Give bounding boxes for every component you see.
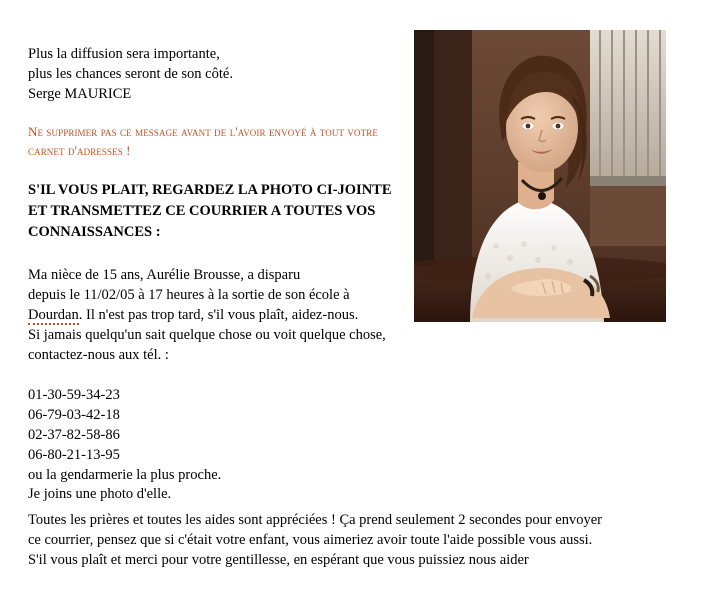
closing-block [28, 484, 668, 570]
warning-notice: Ne supprimer pas ce message avant de l'avoir envoyé à tout votre carnet d'adresses ! [28, 124, 378, 158]
city-name: Dourdan [28, 307, 79, 323]
appeal-line-2: depuis le 11/02/05 à 17 heures à la sortie de son école à [28, 287, 350, 303]
closing-line-1: Je joins une photo d'elle. [28, 486, 172, 502]
intro-line-1: Plus la diffusion sera importante, [28, 46, 220, 62]
headline-block [28, 180, 418, 243]
headline-line-2: ET TRANSMETTEZ CE COURRIER A TOUTES VOS [28, 203, 376, 219]
intro-block [28, 44, 418, 104]
phone-number: 06-80-21-13-95 [28, 447, 120, 463]
appeal-body [28, 265, 428, 365]
appeal-line-1: Ma nièce de 15 ans, Aurélie Brousse, a disparu [28, 267, 301, 283]
attached-photo [414, 30, 666, 322]
phone-number: 01-30-59-34-23 [28, 387, 120, 403]
appeal-line-3 [28, 305, 428, 325]
phone-number: 02-37-82-58-86 [28, 427, 120, 443]
intro-signature: Serge MAURICE [28, 86, 132, 102]
appeal-line-5: contactez-nous aux tél. : [28, 347, 169, 363]
headline-line-1: S'IL VOUS PLAIT, REGARDEZ LA PHOTO CI-JOINTE [28, 182, 392, 198]
letter-text-column [28, 44, 418, 505]
photo-illustration [414, 30, 666, 322]
closing-line-4: S'il vous plaît et merci pour votre gentillesse, en espérant que vous puissiez nous aider [28, 552, 529, 568]
phone-list [28, 385, 418, 485]
appeal-line-4: Si jamais quelqu'un sait quelque chose ou voit quelque chose, [28, 327, 386, 343]
phone-number: 06-79-03-42-18 [28, 407, 120, 423]
appeal-line-3-rest: . Il n'est pas trop tard, s'il vous plaît, aidez-nous. [78, 307, 359, 323]
closing-line-2: Toutes les prières et toutes les aides sont appréciées ! Ça prend seulement 2 secondes pour envoyer [28, 512, 602, 528]
headline-line-3: CONNAISSANCES : [28, 224, 161, 240]
phone-note: ou la gendarmerie la plus proche. [28, 467, 222, 483]
closing-line-3: ce courrier, pensez que si c'était votre enfant, vous aimeriez avoir toute l'aide possible vous aussi. [28, 532, 593, 548]
intro-line-2: plus les chances seront de son côté. [28, 66, 233, 82]
